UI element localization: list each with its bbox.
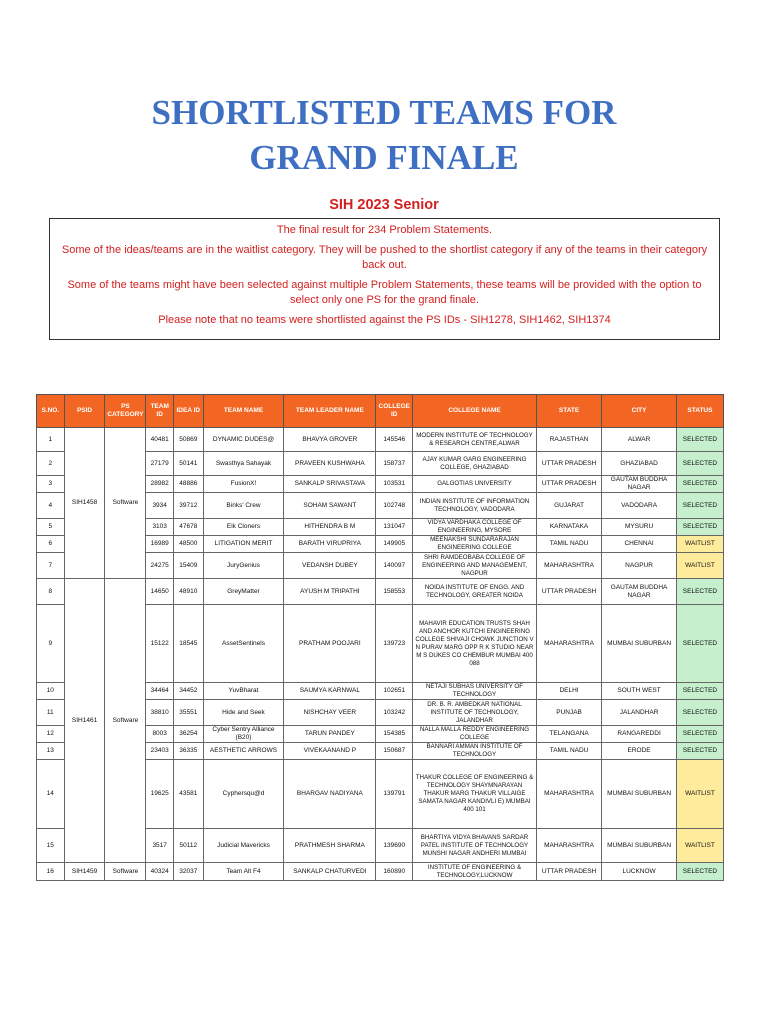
cell-college-id: 139690 — [376, 829, 413, 863]
cell-city: GAUTAM BUDDHA NAGAR — [602, 476, 677, 493]
cell-team-id: 27179 — [146, 452, 174, 476]
cell-ps-category: Software — [105, 579, 146, 863]
cell-team-id: 15122 — [146, 605, 174, 683]
cell-idea-id: 50141 — [173, 452, 203, 476]
cell-idea-id: 39712 — [173, 493, 203, 519]
status-badge: SELECTED — [676, 493, 723, 519]
cell-college-id: 102651 — [376, 683, 413, 700]
title-line-1: SHORTLISTED TEAMS FOR — [151, 93, 617, 132]
cell-ps-category: Software — [105, 863, 146, 881]
cell-sno: 2 — [37, 452, 65, 476]
cell-team-id: 3517 — [146, 829, 174, 863]
status-badge: SELECTED — [676, 726, 723, 743]
page-subtitle: SIH 2023 Senior — [329, 197, 439, 213]
column-header-college-id: COLLEGE ID — [376, 395, 413, 428]
cell-team-id: 40481 — [146, 428, 174, 452]
cell-state: MAHARASHTRA — [536, 553, 601, 579]
cell-college-name: VIDYA VARDHAKA COLLEGE OF ENGINEERING, MYSORE — [413, 519, 537, 536]
cell-college-id: 103531 — [376, 476, 413, 493]
cell-team-leader: BHAVYA GROVER — [284, 428, 376, 452]
cell-sno: 12 — [37, 726, 65, 743]
cell-city: MUMBAI SUBURBAN — [602, 829, 677, 863]
cell-team-leader: NISHCHAY VEER — [284, 700, 376, 726]
column-header-college-name: COLLEGE NAME — [413, 395, 537, 428]
table-header-row — [37, 395, 724, 428]
status-badge: SELECTED — [676, 743, 723, 760]
cell-sno: 1 — [37, 428, 65, 452]
cell-state: PUNJAB — [536, 700, 601, 726]
status-badge: SELECTED — [676, 452, 723, 476]
cell-college-name: SHRI RAMDEOBABA COLLEGE OF ENGINEERING AND MANAGEMENT, NAGPUR — [413, 553, 537, 579]
cell-team-leader: BARATH VIRUPRIYA — [284, 536, 376, 553]
cell-city: MUMBAI SUBURBAN — [602, 760, 677, 829]
cell-college-name: NOIDA INSTITUTE OF ENGG. AND TECHNOLOGY, GREATER NOIDA — [413, 579, 537, 605]
cell-team-leader: TARUN PANDEY — [284, 726, 376, 743]
cell-sno: 14 — [37, 760, 65, 829]
cell-state: MAHARASHTRA — [536, 760, 601, 829]
cell-college-name: MAHAVIR EDUCATION TRUSTS SHAH AND ANCHOR KUTCHI ENGINEERING COLLEGE SHIVAJI CHOWK JUNCTION V N PURAV MARG OPP R K STUDIO NEAR M S DUKES CO CHEMBUR MUMBAI 400 088 — [413, 605, 537, 683]
cell-city: MUMBAI SUBURBAN — [602, 605, 677, 683]
cell-state: UTTAR PRADESH — [536, 476, 601, 493]
cell-team-leader: VEDANSH DUBEY — [284, 553, 376, 579]
cell-college-id: 131047 — [376, 519, 413, 536]
column-header-team-name: TEAM NAME — [203, 395, 284, 428]
cell-sno: 6 — [37, 536, 65, 553]
column-header-ps-category: PS CATEGORY — [105, 395, 146, 428]
cell-psid: SIH1458 — [64, 428, 105, 579]
cell-idea-id: 48886 — [173, 476, 203, 493]
cell-team-id: 16989 — [146, 536, 174, 553]
cell-team-name: Swasthya Sahayak — [203, 452, 284, 476]
table-row — [37, 863, 724, 881]
table-body — [37, 428, 724, 881]
page-title — [0, 90, 768, 180]
cell-sno: 13 — [37, 743, 65, 760]
notice-line: Please note that no teams were shortlisted against the PS IDs - SIH1278, SIH1462, SIH1374 — [158, 314, 611, 326]
cell-team-leader: SANKALP CHATURVEDI — [284, 863, 376, 881]
status-badge: WAITLIST — [676, 536, 723, 553]
cell-team-name: AESTHETIC ARROWS — [203, 743, 284, 760]
column-header-city: CITY — [602, 395, 677, 428]
status-badge: WAITLIST — [676, 553, 723, 579]
cell-sno: 5 — [37, 519, 65, 536]
cell-sno: 3 — [37, 476, 65, 493]
cell-college-name: MODERN INSTITUTE OF TECHNOLOGY & RESEARCH CENTRE,ALWAR — [413, 428, 537, 452]
cell-city: LUCKNOW — [602, 863, 677, 881]
cell-team-name: YuvBharat — [203, 683, 284, 700]
cell-team-leader: SANKALP SRIVASTAVA — [284, 476, 376, 493]
cell-state: MAHARASHTRA — [536, 829, 601, 863]
cell-idea-id: 47678 — [173, 519, 203, 536]
cell-college-id: 139723 — [376, 605, 413, 683]
cell-sno: 15 — [37, 829, 65, 863]
cell-city: GAUTAM BUDDHA NAGAR — [602, 579, 677, 605]
cell-team-leader: BHARGAV NADIYANA — [284, 760, 376, 829]
cell-team-id: 14650 — [146, 579, 174, 605]
cell-city: NAGPUR — [602, 553, 677, 579]
cell-state: MAHARASHTRA — [536, 605, 601, 683]
cell-state: UTTAR PRADESH — [536, 452, 601, 476]
cell-team-name: DYNAMIC DUDES@ — [203, 428, 284, 452]
cell-team-id: 8003 — [146, 726, 174, 743]
status-badge: SELECTED — [676, 476, 723, 493]
cell-college-name: BHARTIYA VIDYA BHAVANS SARDAR PATEL INSTITUTE OF TECHNOLOGY MUNSHI NAGAR ANDHERI MUMBAI — [413, 829, 537, 863]
table-row — [37, 428, 724, 452]
status-badge: WAITLIST — [676, 829, 723, 863]
cell-team-id: 23403 — [146, 743, 174, 760]
cell-team-id: 3103 — [146, 519, 174, 536]
cell-ps-category: Software — [105, 428, 146, 579]
cell-team-id: 24275 — [146, 553, 174, 579]
cell-team-name: Elk Cloners — [203, 519, 284, 536]
cell-team-leader: PRATHAM POOJARI — [284, 605, 376, 683]
cell-sno: 16 — [37, 863, 65, 881]
cell-state: UTTAR PRADESH — [536, 863, 601, 881]
cell-team-leader: SAUMYA KARNWAL — [284, 683, 376, 700]
status-badge: SELECTED — [676, 683, 723, 700]
cell-college-name: MEENAKSHI SUNDARARAJAN ENGINEERING COLLEGE — [413, 536, 537, 553]
cell-college-id: 158737 — [376, 452, 413, 476]
cell-college-id: 160890 — [376, 863, 413, 881]
cell-state: UTTAR PRADESH — [536, 579, 601, 605]
cell-college-id: 103242 — [376, 700, 413, 726]
cell-idea-id: 48500 — [173, 536, 203, 553]
cell-state: TELANGANA — [536, 726, 601, 743]
column-header-state: STATE — [536, 395, 601, 428]
column-header-team-leader-name: TEAM LEADER NAME — [284, 395, 376, 428]
cell-idea-id: 36254 — [173, 726, 203, 743]
cell-state: DELHI — [536, 683, 601, 700]
cell-idea-id: 15409 — [173, 553, 203, 579]
cell-sno: 9 — [37, 605, 65, 683]
cell-college-name: DR. B. R. AMBEDKAR NATIONAL INSTITUTE OF TECHNOLOGY, JALANDHAR — [413, 700, 537, 726]
cell-college-id: 139791 — [376, 760, 413, 829]
cell-team-leader: PRATHMESH SHARMA — [284, 829, 376, 863]
cell-college-name: NETAJI SUBHAS UNIVERSITY OF TECHNOLOGY — [413, 683, 537, 700]
cell-college-id: 154385 — [376, 726, 413, 743]
cell-sno: 7 — [37, 553, 65, 579]
cell-sno: 10 — [37, 683, 65, 700]
cell-idea-id: 18545 — [173, 605, 203, 683]
cell-idea-id: 43581 — [173, 760, 203, 829]
cell-idea-id: 48910 — [173, 579, 203, 605]
status-badge: SELECTED — [676, 700, 723, 726]
cell-team-id: 28982 — [146, 476, 174, 493]
cell-city: ERODE — [602, 743, 677, 760]
cell-team-name: AssetSentinels — [203, 605, 284, 683]
cell-sno: 4 — [37, 493, 65, 519]
cell-team-id: 38810 — [146, 700, 174, 726]
cell-psid: SIH1461 — [64, 579, 105, 863]
cell-college-name: GALGOTIAS UNIVERSITY — [413, 476, 537, 493]
cell-team-leader: AYUSH M TRIPATHI — [284, 579, 376, 605]
cell-idea-id: 50869 — [173, 428, 203, 452]
cell-college-id: 140097 — [376, 553, 413, 579]
cell-city: SOUTH WEST — [602, 683, 677, 700]
cell-idea-id: 35551 — [173, 700, 203, 726]
cell-idea-id: 36335 — [173, 743, 203, 760]
cell-college-id: 145546 — [376, 428, 413, 452]
cell-team-name: GreyMatter — [203, 579, 284, 605]
cell-team-leader: HITHENDRA B M — [284, 519, 376, 536]
notice-line: The final result for 234 Problem Statements. — [276, 224, 493, 236]
cell-team-leader: PRAVEEN KUSHWAHA — [284, 452, 376, 476]
cell-team-name: JuryGenius — [203, 553, 284, 579]
table-row — [37, 579, 724, 605]
cell-college-name: BANNARI AMMAN INSTITUTE OF TECHNOLOGY — [413, 743, 537, 760]
column-header-psid: PSID — [64, 395, 105, 428]
column-header-team-id: TEAM ID — [146, 395, 174, 428]
cell-team-leader: SOHAM SAWANT — [284, 493, 376, 519]
cell-college-id: 149905 — [376, 536, 413, 553]
cell-state: RAJASTHAN — [536, 428, 601, 452]
cell-city: GHAZIABAD — [602, 452, 677, 476]
cell-team-name: Judicial Mavericks — [203, 829, 284, 863]
cell-city: RANGAREDDI — [602, 726, 677, 743]
status-badge: SELECTED — [676, 428, 723, 452]
cell-team-id: 40324 — [146, 863, 174, 881]
cell-city: JALANDHAR — [602, 700, 677, 726]
cell-psid: SIH1459 — [64, 863, 105, 881]
status-badge: SELECTED — [676, 519, 723, 536]
cell-team-name: LITIGATION MERIT — [203, 536, 284, 553]
cell-sno: 8 — [37, 579, 65, 605]
status-badge: WAITLIST — [676, 760, 723, 829]
cell-team-name: Binks' Crew — [203, 493, 284, 519]
title-line-2: GRAND FINALE — [249, 138, 519, 177]
results-table — [36, 394, 724, 881]
notice-line: Some of the teams might have been selected against multiple Problem Statements, these teams will be provided with the option to select only one PS for the grand finale. — [67, 279, 702, 306]
cell-team-id: 3934 — [146, 493, 174, 519]
cell-city: CHENNAI — [602, 536, 677, 553]
notice-box — [49, 218, 720, 340]
cell-college-name: NALLA MALLA REDDY ENGINEERING COLLEGE — [413, 726, 537, 743]
cell-state: GUJARAT — [536, 493, 601, 519]
status-badge: SELECTED — [676, 605, 723, 683]
cell-team-name: Team Alt F4 — [203, 863, 284, 881]
cell-sno: 11 — [37, 700, 65, 726]
cell-idea-id: 50112 — [173, 829, 203, 863]
cell-college-id: 102748 — [376, 493, 413, 519]
cell-state: TAMIL NADU — [536, 743, 601, 760]
cell-team-name: FusionX! — [203, 476, 284, 493]
cell-college-name: INSTITUTE OF ENGINEERING & TECHNOLOGY,LUCKNOW — [413, 863, 537, 881]
notice-line: Some of the ideas/teams are in the waitlist category. They will be pushed to the shortlist category if any of the teams in their category back out. — [61, 244, 708, 271]
cell-city: VADODARA — [602, 493, 677, 519]
cell-college-name: INDIAN INSTITUTE OF INFORMATION TECHNOLOGY, VADODARA — [413, 493, 537, 519]
status-badge: SELECTED — [676, 863, 723, 881]
column-header-idea-id: IDEA ID — [173, 395, 203, 428]
cell-team-id: 19625 — [146, 760, 174, 829]
cell-college-id: 150687 — [376, 743, 413, 760]
status-badge: SELECTED — [676, 579, 723, 605]
cell-state: KARNATAKA — [536, 519, 601, 536]
column-header-s-no: S.NO. — [37, 395, 65, 428]
cell-team-id: 34464 — [146, 683, 174, 700]
cell-idea-id: 32037 — [173, 863, 203, 881]
cell-college-name: THAKUR COLLEGE OF ENGINEERING & TECHNOLOGY SHAYMNARAYAN THAKUR MARG THAKUR VILLAIGE SAMATA NAGAR KANDIVLI E) MUMBAI 400 101 — [413, 760, 537, 829]
cell-team-name: Hide and Seek — [203, 700, 284, 726]
cell-college-id: 158553 — [376, 579, 413, 605]
cell-college-name: AJAY KUMAR GARG ENGINEERING COLLEGE, GHAZIABAD — [413, 452, 537, 476]
column-header-status: STATUS — [676, 395, 723, 428]
cell-city: ALWAR — [602, 428, 677, 452]
cell-team-leader: VIVEKAANAND P — [284, 743, 376, 760]
cell-city: MYSURU — [602, 519, 677, 536]
cell-team-name: Cyber Sentry Alliance (B20) — [203, 726, 284, 743]
cell-team-name: Cyphersqu@d — [203, 760, 284, 829]
cell-state: TAMIL NADU — [536, 536, 601, 553]
cell-idea-id: 34452 — [173, 683, 203, 700]
